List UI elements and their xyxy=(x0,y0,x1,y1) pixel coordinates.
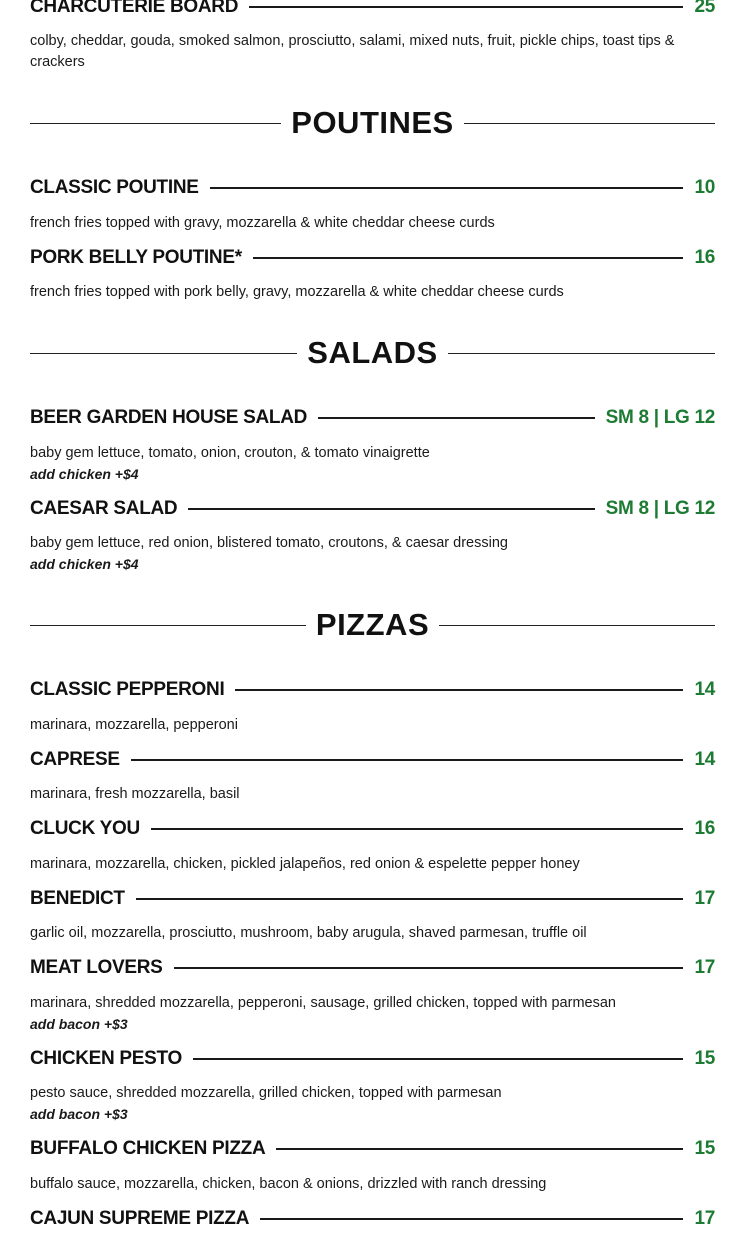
menu-item-beer-garden-house-salad xyxy=(30,403,715,433)
leader-line xyxy=(249,6,683,8)
item-description xyxy=(30,533,720,575)
leader-line xyxy=(276,1148,683,1150)
section-rule-right xyxy=(464,123,715,124)
section-title: PIZZAS xyxy=(315,607,430,642)
leader-line xyxy=(260,1218,683,1220)
item-description: marinara, fresh mozzarella, basil xyxy=(30,786,240,802)
menu-item-classic-pepperoni xyxy=(30,675,715,705)
menu-item-caesar-salad xyxy=(30,494,715,524)
menu-item-charcuterie-board xyxy=(30,0,715,22)
item-price: 25 xyxy=(694,0,715,17)
item-description: french fries topped with pork belly, gravy, mozzarella & white cheddar cheese curds xyxy=(30,284,564,300)
leader-line xyxy=(193,1058,683,1060)
item-addon: add bacon +$3 xyxy=(30,1106,128,1122)
menu-item-cluck-you xyxy=(30,814,715,844)
menu-item-cajun-supreme-pizza xyxy=(30,1204,715,1234)
item-name: CHARCUTERIE BOARD xyxy=(30,0,239,17)
item-name: CHICKEN PESTO xyxy=(30,1048,182,1069)
section-header-poutines xyxy=(30,103,715,143)
item-name: CLUCK YOU xyxy=(30,818,140,839)
item-price: 17 xyxy=(694,1208,715,1229)
item-name: BENEDICT xyxy=(30,888,125,909)
item-description: colby, cheddar, gouda, smoked salmon, prosciutto, salami, mixed nuts, fruit, pickle chips, toast tips & crackers xyxy=(30,33,675,70)
item-name: PORK BELLY POUTINE* xyxy=(30,247,242,268)
item-description: marinara, mozzarella, pepperoni xyxy=(30,717,238,733)
item-price: 14 xyxy=(694,749,715,770)
leader-line xyxy=(151,828,684,830)
item-description-text: pesto sauce, shredded mozzarella, grilled chicken, topped with parmesan xyxy=(30,1085,502,1101)
leader-line xyxy=(318,417,595,419)
menu-item-meat-lovers xyxy=(30,953,715,983)
item-name: BUFFALO CHICKEN PIZZA xyxy=(30,1138,266,1159)
leader-line xyxy=(136,898,684,900)
item-price: 17 xyxy=(694,888,715,909)
item-name: CAJUN SUPREME PIZZA xyxy=(30,1208,250,1229)
section-header-pizzas xyxy=(30,605,715,645)
item-addon: add chicken +$4 xyxy=(30,466,139,482)
leader-line xyxy=(235,689,683,691)
item-addon: add chicken +$4 xyxy=(30,556,139,572)
section-title: SALADS xyxy=(307,335,438,370)
menu-item-buffalo-chicken-pizza xyxy=(30,1134,715,1164)
item-price: 17 xyxy=(694,957,715,978)
item-name: CAPRESE xyxy=(30,749,120,770)
item-description xyxy=(30,993,720,1035)
item-name: CLASSIC PEPPERONI xyxy=(30,679,225,700)
item-description-text: baby gem lettuce, red onion, blistered tomato, croutons, & caesar dressing xyxy=(30,535,508,551)
section-title: POUTINES xyxy=(291,105,454,140)
section-rule-left xyxy=(30,123,281,124)
item-name: CAESAR SALAD xyxy=(30,498,178,519)
item-name: CLASSIC POUTINE xyxy=(30,177,199,198)
section-header-salads xyxy=(30,333,715,373)
item-price: 16 xyxy=(694,818,715,839)
item-description: marinara, mozzarella, chicken, pickled jalapeños, red onion & espelette pepper honey xyxy=(30,856,580,872)
menu-item-classic-poutine xyxy=(30,173,715,203)
section-rule-right xyxy=(439,625,715,626)
item-name: MEAT LOVERS xyxy=(30,957,163,978)
item-description: buffalo sauce, mozzarella, chicken, bacon & onions, drizzled with ranch dressing xyxy=(30,1176,547,1192)
item-price: 15 xyxy=(694,1138,715,1159)
leader-line xyxy=(188,508,594,510)
item-description: french fries topped with gravy, mozzarella & white cheddar cheese curds xyxy=(30,215,495,231)
section-rule-left xyxy=(30,625,306,626)
item-description-text: baby gem lettuce, tomato, onion, crouton, & tomato vinaigrette xyxy=(30,445,430,461)
item-addon: add bacon +$3 xyxy=(30,1016,128,1032)
leader-line xyxy=(131,759,684,761)
item-price: 14 xyxy=(694,679,715,700)
item-price: 16 xyxy=(694,247,715,268)
item-price: SM 8 | LG 12 xyxy=(605,407,715,428)
leader-line xyxy=(253,257,684,259)
menu-item-caprese xyxy=(30,745,715,775)
item-description xyxy=(30,443,720,485)
item-name: BEER GARDEN HOUSE SALAD xyxy=(30,407,308,428)
leader-line xyxy=(210,187,684,189)
menu-item-chicken-pesto xyxy=(30,1044,715,1074)
section-rule-left xyxy=(30,353,297,354)
menu-item-pork-belly-poutine xyxy=(30,243,715,273)
section-rule-right xyxy=(448,353,715,354)
item-description xyxy=(30,1083,720,1125)
item-price: 15 xyxy=(694,1048,715,1069)
leader-line xyxy=(174,967,684,969)
item-price: SM 8 | LG 12 xyxy=(605,498,715,519)
item-price: 10 xyxy=(694,177,715,198)
item-description: garlic oil, mozzarella, prosciutto, mushroom, baby arugula, shaved parmesan, truffle oil xyxy=(30,925,587,941)
item-description-text: marinara, shredded mozzarella, pepperoni, sausage, grilled chicken, topped with parmesan xyxy=(30,995,616,1011)
menu-item-benedict xyxy=(30,884,715,914)
